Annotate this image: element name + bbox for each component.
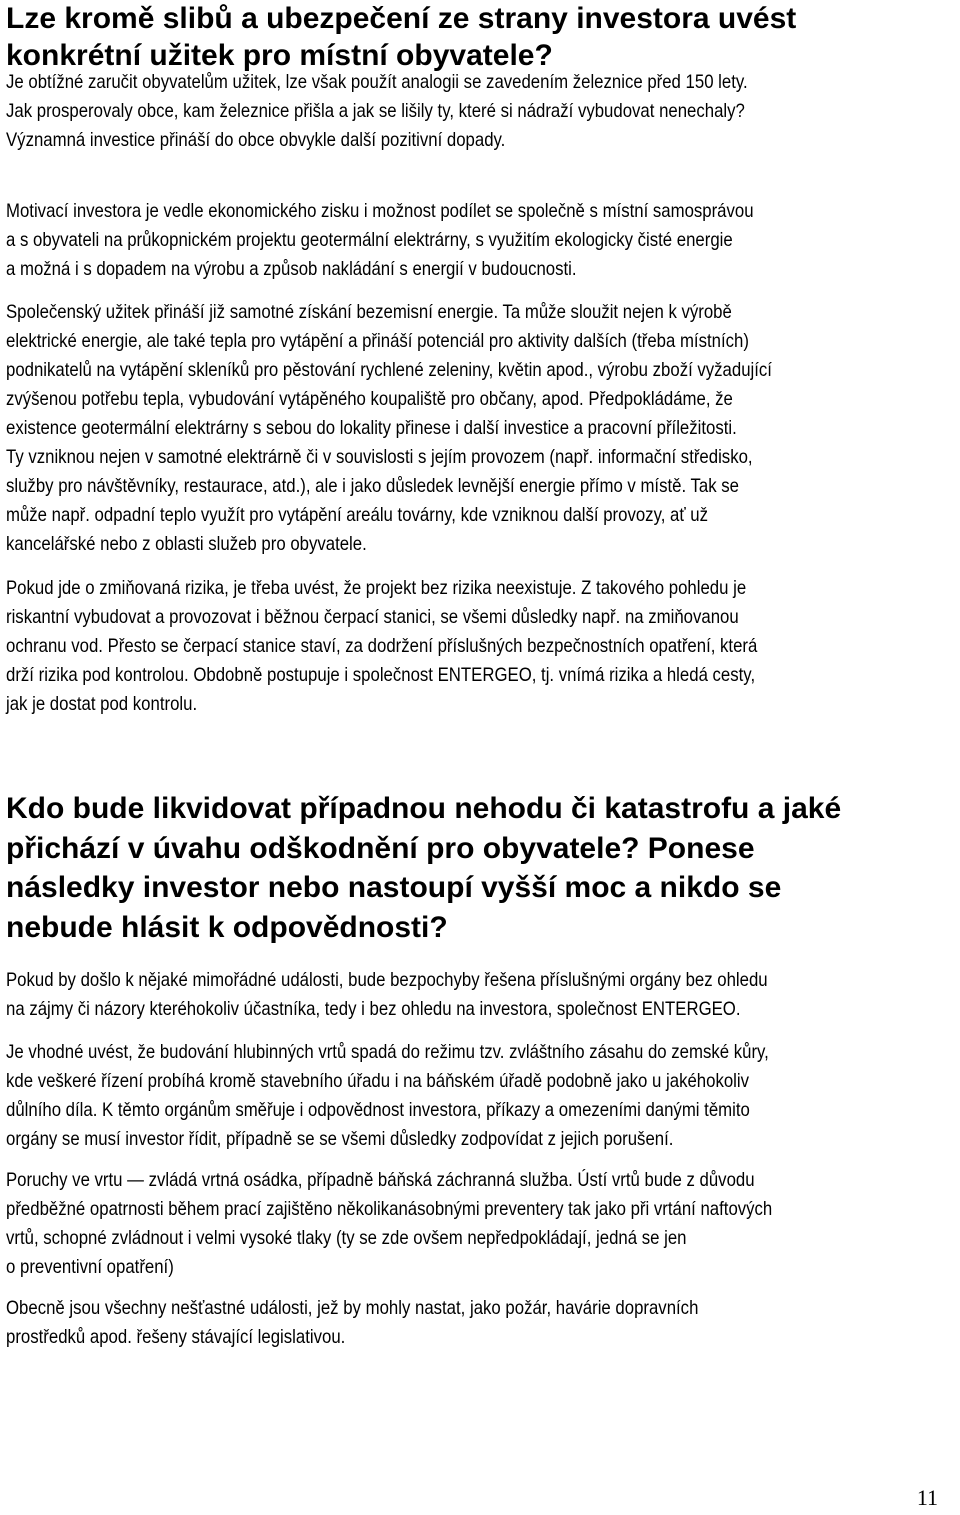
text-line: ochranu vod. Přesto se čerpací stanice staví, za dodržení příslušných bezpečnostních opatření, která xyxy=(6,635,758,657)
text-line: může např. odpadní teplo využít pro vytápění areálu továrny, kde vzniknou další provozy, ať už xyxy=(6,504,709,526)
text-line: Ty vzniknou nejen v samotné elektrárně či v souvislosti s jejím provozem (např. informační středisko, xyxy=(6,446,753,468)
text-line: Pokud by došlo k nějaké mimořádné události, bude bezpochyby řešena příslušnými orgány bez ohledu xyxy=(6,969,768,991)
heading-line: konkrétní užitek pro místní obyvatele? xyxy=(6,39,553,72)
text-line: podnikatelů na vytápění skleníků pro pěstování rychlené zeleniny, květin apod., výrobu zboží vyžadující xyxy=(6,359,772,381)
heading-line: nebude hlásit k odpovědnosti? xyxy=(6,910,448,944)
text-line: Obecně jsou všechny nešťastné události, jež by mohly nastat, jako požár, havárie dopravních xyxy=(6,1297,699,1319)
text-line: prostředků apod. řešeny stávající legislativou. xyxy=(6,1326,346,1348)
section-2-heading xyxy=(6,789,841,947)
text-line: Je obtížné zaručit obyvatelům užitek, lze však použít analogii se zavedením železnice před 150 lety. xyxy=(6,71,748,93)
text-line: orgány se musí investor řídit, případně se se všemi důsledky zodpovídat z jejich porušení. xyxy=(6,1128,674,1150)
text-line: Významná investice přináší do obce obvykle další pozitivní dopady. xyxy=(6,129,506,151)
text-line: na zájmy či názory kteréhokoliv účastníka, tedy i bez ohledu na investora, společnost ENTERGEO. xyxy=(6,998,741,1020)
text-line: kde veškeré řízení probíhá kromě stavebního úřadu i na báňském úřadě podobně jako u jakéhokoliv xyxy=(6,1070,749,1092)
text-line: služby pro návštěvníky, restaurace, atd.), ale i jako důsledek levnější energie přímo v místě. Tak se xyxy=(6,475,739,497)
text-line: elektrické energie, ale také tepla pro vytápění a přináší potenciál pro aktivity dalších (třeba místních) xyxy=(6,330,749,352)
page-number: 11 xyxy=(916,1485,938,1510)
section-1-heading xyxy=(6,0,796,74)
text-line: Motivací investora je vedle ekonomického zisku i možnost podílet se společně s místní samosprávou xyxy=(6,200,754,222)
text-line: Je vhodné uvést, že budování hlubinných vrtů spadá do režimu tzv. zvláštního zásahu do zemské kůry, xyxy=(6,1041,769,1063)
heading-line: Kdo bude likvidovat případnou nehodu či katastrofu a jaké xyxy=(6,792,842,825)
paragraph-investor-motivation xyxy=(6,197,754,284)
text-line: existence geotermální elektrárny s sebou do lokality přinese i další investice a pracovní příležitosti. xyxy=(6,417,737,439)
paragraph-legislation xyxy=(6,1294,698,1352)
heading-line: Lze kromě slibů a ubezpečení ze strany investora uvést xyxy=(6,2,797,35)
text-line: Poruchy ve vrtu — zvládá vrtná osádka, případně báňská záchranná služba. Ústí vrtů bude z důvodu xyxy=(6,1169,755,1191)
paragraph-railway-analogy xyxy=(6,68,748,155)
text-line: drží rizika pod kontrolou. Obdobně postupuje i společnost ENTERGEO, tj. vnímá rizika a hledá cesty, xyxy=(6,664,756,686)
paragraph-deep-wells-regime xyxy=(6,1038,769,1154)
heading-line: přichází v úvahu odškodnění pro obyvatele? Ponese xyxy=(6,831,755,865)
text-line: předběžné opatrnosti během prací zajištěno několikanásobnými preventery tak jako při vrtání naftových xyxy=(6,1198,773,1220)
text-line: kancelářské nebo z oblasti služeb pro obyvatele. xyxy=(6,533,367,555)
paragraph-emergency-handling xyxy=(6,966,768,1024)
text-line: a s obyvateli na průkopnickém projektu geotermální elektrárny, s využitím ekologicky čisté energie xyxy=(6,229,733,251)
text-line: riskantní vybudovat a provozovat i běžnou čerpací stanici, se všemi důsledky např. na zmiňovanou xyxy=(6,606,739,628)
text-line: vrtů, schopné zvládnout i velmi vysoké tlaky (ty se zde ovšem nepředpokládají, jedná se jen xyxy=(6,1227,687,1249)
paragraph-well-failures xyxy=(6,1166,772,1282)
text-line: Pokud jde o zmiňovaná rizika, je třeba uvést, že projekt bez rizika neexistuje. Z takového pohledu je xyxy=(6,577,747,599)
text-line: Společenský užitek přináší již samotné získání bezemisní energie. Ta může sloužit nejen k výrobě xyxy=(6,301,732,323)
text-line: důlního díla. K těmto orgánům směřuje i odpovědnost investora, příkazy a omezeními danými těmito xyxy=(6,1099,750,1121)
paragraph-risks xyxy=(6,574,757,719)
text-line: jak je dostat pod kontrolu. xyxy=(6,693,198,715)
text-line: zvýšenou potřebu tepla, vybudování vytápěného koupaliště pro občany, apod. Předpokládáme, že xyxy=(6,388,733,410)
paragraph-social-benefit xyxy=(6,298,772,559)
text-line: a možná i s dopadem na výrobu a způsob nakládání s energií v budoucnosti. xyxy=(6,258,577,280)
text-line: Jak prosperovaly obce, kam železnice přišla a jak se lišily ty, které si nádraží vybudovat nenechaly? xyxy=(6,100,745,122)
text-line: o preventivní opatření) xyxy=(6,1256,174,1278)
heading-line: následky investor nebo nastoupí vyšší moc a nikdo se xyxy=(6,871,782,904)
